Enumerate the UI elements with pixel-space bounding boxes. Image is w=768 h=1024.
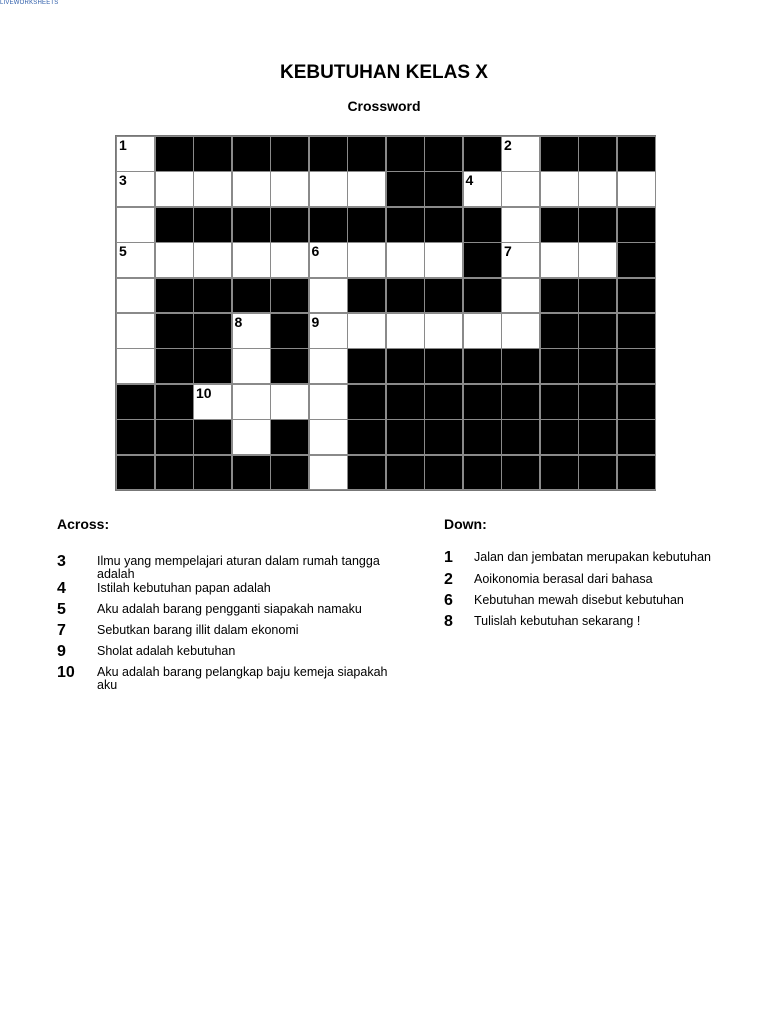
- crossword-blocked-cell: [501, 348, 540, 384]
- clue-text: Jalan dan jembatan merupakan kebutuhan: [474, 550, 711, 564]
- crossword-blocked-cell: [270, 207, 309, 243]
- crossword-blocked-cell: [155, 313, 194, 349]
- crossword-blocked-cell: [347, 207, 386, 243]
- crossword-blocked-cell: [617, 278, 656, 314]
- crossword-blocked-cell: [193, 348, 232, 384]
- crossword-blocked-cell: [270, 136, 309, 172]
- crossword-input-cell[interactable]: [116, 136, 155, 172]
- crossword-blocked-cell: [540, 207, 579, 243]
- crossword-input-cell[interactable]: [270, 242, 309, 278]
- crossword-input-cell[interactable]: [463, 313, 502, 349]
- crossword-blocked-cell: [309, 207, 348, 243]
- clue-text: Tulislah kebutuhan sekarang !: [474, 614, 641, 628]
- crossword-blocked-cell: [386, 278, 425, 314]
- down-heading: Down:: [444, 516, 487, 532]
- clue-number-label: 6: [311, 243, 320, 260]
- crossword-blocked-cell: [463, 207, 502, 243]
- crossword-input-cell[interactable]: [463, 171, 502, 207]
- crossword-grid: [115, 135, 656, 491]
- clue-number-label: 9: [311, 314, 320, 330]
- crossword-input-cell[interactable]: [424, 313, 463, 349]
- clue-number-label: 2: [504, 137, 512, 153]
- crossword-blocked-cell: [463, 242, 502, 278]
- crossword-input-cell[interactable]: [270, 384, 309, 420]
- clue-text: Kebutuhan mewah disebut kebutuhan: [474, 593, 684, 607]
- clue-number: 4: [57, 580, 66, 597]
- crossword-input-cell[interactable]: [501, 313, 540, 349]
- crossword-input-cell[interactable]: [232, 242, 271, 278]
- clue-number-label: 8: [234, 314, 243, 330]
- crossword-input-cell[interactable]: [116, 171, 155, 207]
- crossword-input-cell[interactable]: [193, 384, 232, 420]
- crossword-blocked-cell: [347, 455, 386, 491]
- crossword-input-cell[interactable]: [193, 171, 232, 207]
- crossword-blocked-cell: [540, 136, 579, 172]
- crossword-blocked-cell: [540, 313, 579, 349]
- crossword-blocked-cell: [578, 278, 617, 314]
- crossword-blocked-cell: [578, 136, 617, 172]
- crossword-input-cell[interactable]: [309, 455, 348, 491]
- crossword-input-cell[interactable]: [309, 348, 348, 384]
- crossword-blocked-cell: [347, 348, 386, 384]
- crossword-blocked-cell: [193, 136, 232, 172]
- crossword-input-cell[interactable]: [347, 171, 386, 207]
- crossword-blocked-cell: [540, 348, 579, 384]
- clue-number-label: 4: [465, 172, 474, 189]
- crossword-input-cell[interactable]: [501, 136, 540, 172]
- crossword-blocked-cell: [270, 278, 309, 314]
- crossword-input-cell[interactable]: [116, 348, 155, 384]
- page-subtitle: Crossword: [347, 98, 421, 114]
- crossword-blocked-cell: [116, 455, 155, 491]
- crossword-input-cell[interactable]: [232, 171, 271, 207]
- clue-number: 6: [444, 592, 453, 609]
- clue-text: Aoikonomia berasal dari bahasa: [474, 572, 653, 586]
- crossword-blocked-cell: [116, 419, 155, 455]
- crossword-blocked-cell: [617, 384, 656, 420]
- crossword-input-cell[interactable]: [617, 171, 656, 207]
- crossword-blocked-cell: [386, 207, 425, 243]
- crossword-input-cell[interactable]: [386, 313, 425, 349]
- crossword-blocked-cell: [617, 313, 656, 349]
- crossword-blocked-cell: [617, 242, 656, 278]
- crossword-blocked-cell: [386, 348, 425, 384]
- crossword-input-cell[interactable]: [309, 242, 348, 278]
- crossword-blocked-cell: [347, 384, 386, 420]
- clue-number: 1: [444, 549, 453, 566]
- crossword-blocked-cell: [347, 278, 386, 314]
- crossword-blocked-cell: [501, 455, 540, 491]
- crossword-blocked-cell: [617, 348, 656, 384]
- crossword-blocked-cell: [270, 419, 309, 455]
- crossword-input-cell[interactable]: [386, 242, 425, 278]
- crossword-input-cell[interactable]: [232, 348, 271, 384]
- crossword-blocked-cell: [463, 384, 502, 420]
- crossword-blocked-cell: [463, 348, 502, 384]
- crossword-input-cell[interactable]: [232, 384, 271, 420]
- clue-number: 3: [57, 553, 66, 570]
- crossword-blocked-cell: [617, 419, 656, 455]
- clue-number: 9: [57, 643, 66, 660]
- crossword-blocked-cell: [270, 455, 309, 491]
- crossword-blocked-cell: [424, 455, 463, 491]
- crossword-blocked-cell: [540, 384, 579, 420]
- crossword-blocked-cell: [193, 207, 232, 243]
- crossword-blocked-cell: [463, 278, 502, 314]
- crossword-blocked-cell: [386, 384, 425, 420]
- crossword-blocked-cell: [617, 136, 656, 172]
- crossword-blocked-cell: [155, 278, 194, 314]
- crossword-input-cell[interactable]: [309, 384, 348, 420]
- crossword-input-cell[interactable]: [232, 419, 271, 455]
- crossword-blocked-cell: [386, 419, 425, 455]
- crossword-blocked-cell: [463, 136, 502, 172]
- crossword-input-cell[interactable]: [578, 171, 617, 207]
- crossword-blocked-cell: [424, 171, 463, 207]
- crossword-blocked-cell: [540, 455, 579, 491]
- crossword-input-cell[interactable]: [347, 313, 386, 349]
- crossword-blocked-cell: [155, 348, 194, 384]
- crossword-input-cell[interactable]: [501, 242, 540, 278]
- crossword-blocked-cell: [309, 136, 348, 172]
- crossword-blocked-cell: [540, 278, 579, 314]
- crossword-input-cell[interactable]: [116, 207, 155, 243]
- clue-text: Istilah kebutuhan papan adalah: [97, 581, 271, 595]
- clue-number: 7: [57, 622, 66, 639]
- crossword-blocked-cell: [193, 278, 232, 314]
- crossword-input-cell[interactable]: [501, 207, 540, 243]
- crossword-blocked-cell: [155, 455, 194, 491]
- crossword-blocked-cell: [578, 455, 617, 491]
- crossword-input-cell[interactable]: [578, 242, 617, 278]
- clue-text: Aku adalah barang pelangkap baju kemeja siapakah aku: [97, 665, 388, 692]
- crossword-blocked-cell: [232, 136, 271, 172]
- crossword-input-cell[interactable]: [501, 171, 540, 207]
- crossword-blocked-cell: [578, 207, 617, 243]
- clue-number-label: 1: [119, 137, 127, 153]
- crossword-blocked-cell: [386, 455, 425, 491]
- crossword-input-cell[interactable]: [232, 313, 271, 349]
- crossword-input-cell[interactable]: [193, 242, 232, 278]
- watermark-logo: LIVEWORKSHEETS: [0, 0, 59, 6]
- crossword-input-cell[interactable]: [309, 171, 348, 207]
- crossword-input-cell[interactable]: [155, 242, 194, 278]
- crossword-input-cell[interactable]: [116, 313, 155, 349]
- crossword-blocked-cell: [501, 419, 540, 455]
- crossword-blocked-cell: [155, 384, 194, 420]
- crossword-blocked-cell: [424, 384, 463, 420]
- clue-number: 10: [57, 664, 75, 681]
- crossword-input-cell[interactable]: [116, 278, 155, 314]
- crossword-blocked-cell: [232, 455, 271, 491]
- crossword-input-cell[interactable]: [540, 171, 579, 207]
- crossword-blocked-cell: [424, 348, 463, 384]
- crossword-blocked-cell: [155, 207, 194, 243]
- crossword-blocked-cell: [578, 419, 617, 455]
- clue-text: Sebutkan barang illit dalam ekonomi: [97, 623, 299, 637]
- crossword-blocked-cell: [270, 348, 309, 384]
- crossword-blocked-cell: [386, 171, 425, 207]
- clue-number: 5: [57, 601, 66, 618]
- clue-number-label: 3: [119, 172, 127, 189]
- clue-number-label: 7: [504, 243, 512, 260]
- crossword-blocked-cell: [424, 136, 463, 172]
- crossword-blocked-cell: [155, 419, 194, 455]
- crossword-blocked-cell: [116, 384, 155, 420]
- crossword-blocked-cell: [501, 384, 540, 420]
- crossword-blocked-cell: [540, 419, 579, 455]
- crossword-input-cell[interactable]: [424, 242, 463, 278]
- crossword-input-cell[interactable]: [347, 242, 386, 278]
- crossword-blocked-cell: [424, 278, 463, 314]
- crossword-blocked-cell: [463, 455, 502, 491]
- crossword-blocked-cell: [578, 384, 617, 420]
- crossword-input-cell[interactable]: [309, 313, 348, 349]
- crossword-blocked-cell: [578, 348, 617, 384]
- crossword-input-cell[interactable]: [116, 242, 155, 278]
- crossword-blocked-cell: [193, 419, 232, 455]
- crossword-blocked-cell: [347, 136, 386, 172]
- clue-text: Ilmu yang mempelajari aturan dalam rumah tangga adalah: [97, 554, 380, 581]
- crossword-blocked-cell: [617, 455, 656, 491]
- clue-number-label: 10: [196, 384, 212, 401]
- crossword-input-cell[interactable]: [540, 242, 579, 278]
- crossword-blocked-cell: [424, 207, 463, 243]
- clue-number: 8: [444, 613, 453, 630]
- crossword-input-cell[interactable]: [270, 171, 309, 207]
- crossword-input-cell[interactable]: [309, 419, 348, 455]
- crossword-input-cell[interactable]: [501, 278, 540, 314]
- page-title: KEBUTUHAN KELAS X: [280, 62, 488, 83]
- crossword-blocked-cell: [232, 278, 271, 314]
- crossword-blocked-cell: [617, 207, 656, 243]
- crossword-input-cell[interactable]: [155, 171, 194, 207]
- clue-number: 2: [444, 571, 453, 588]
- crossword-blocked-cell: [270, 313, 309, 349]
- crossword-blocked-cell: [424, 419, 463, 455]
- crossword-blocked-cell: [193, 313, 232, 349]
- crossword-blocked-cell: [386, 136, 425, 172]
- crossword-blocked-cell: [463, 419, 502, 455]
- crossword-blocked-cell: [155, 136, 194, 172]
- across-heading: Across:: [57, 516, 110, 532]
- crossword-input-cell[interactable]: [309, 278, 348, 314]
- crossword-blocked-cell: [193, 455, 232, 491]
- crossword-blocked-cell: [347, 419, 386, 455]
- clue-text: Sholat adalah kebutuhan: [97, 644, 236, 658]
- clue-number-label: 5: [119, 243, 127, 260]
- crossword-blocked-cell: [232, 207, 271, 243]
- crossword-blocked-cell: [578, 313, 617, 349]
- clue-text: Aku adalah barang pengganti siapakah namaku: [97, 602, 362, 616]
